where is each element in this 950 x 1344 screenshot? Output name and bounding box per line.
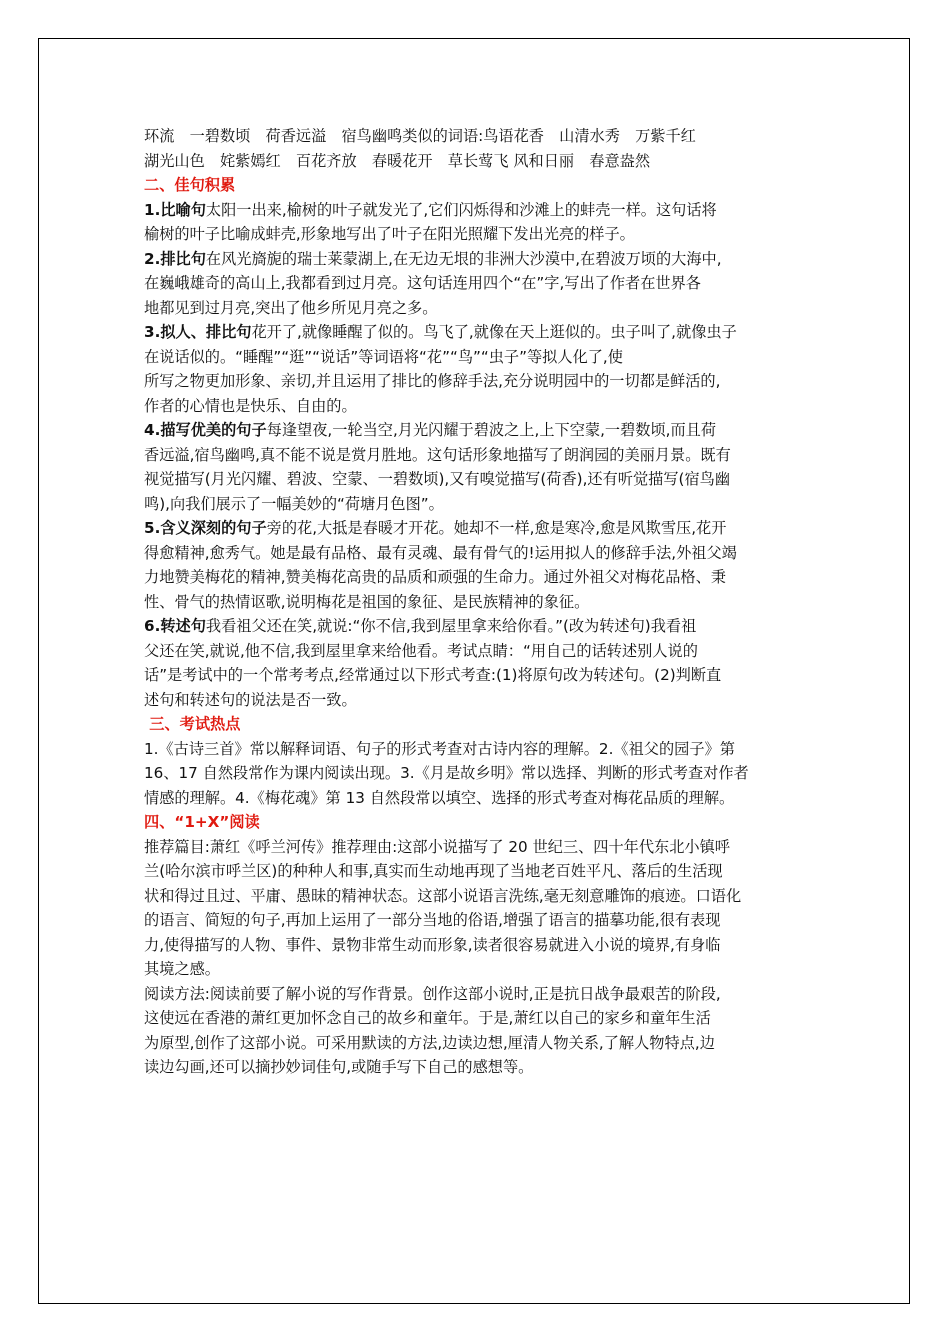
item-text: 每逢望夜,一轮当空,月光闪耀于碧波之上,上下空蒙,一碧数顷,而且荷 bbox=[266, 421, 717, 439]
sentence-item-4 bbox=[144, 418, 812, 443]
reading-recommendation: 兰(哈尔滨市呼兰区)的种种人和事,真实而生动地再现了当地老百姓平凡、落后的生活现 bbox=[144, 862, 723, 880]
reading-recommendation: 推荐篇目:萧红《呼兰河传》推荐理由:这部小说描写了 20 世纪三、四十年代东北小镇呼 bbox=[144, 837, 730, 856]
item-text: 所写之物更加形象、亲切,并且运用了排比的修辞手法,充分说明园中的一切都是鲜活的, bbox=[144, 372, 721, 390]
item-text: 作者的心情也是快乐、自由的。 bbox=[144, 396, 357, 415]
item-text: 鸣),向我们展示了一幅美妙的“荷塘月色图”。 bbox=[144, 494, 444, 513]
item-text: 视觉描写(月光闪耀、碧波、空蒙、一碧数顷),又有嗅觉描写(荷香),还有听觉描写(宿鸟幽 bbox=[144, 470, 731, 488]
sentence-item-2 bbox=[144, 247, 812, 272]
sentence-item-6 bbox=[144, 614, 812, 639]
sentence-item-3 bbox=[144, 320, 812, 345]
item-text: 力地赞美梅花的精神,赞美梅花高贵的品质和顽强的生命力。通过外祖父对梅花品格、秉 bbox=[144, 568, 726, 586]
item-text: 得愈精神,愈秀气。她是最有品格、最有灵魂、最有骨气的!运用拟人的修辞手法,外祖父竭 bbox=[144, 543, 737, 562]
item-text: 述句和转述句的说法是否一致。 bbox=[144, 690, 357, 709]
item-label: 5.含义深刻的句子 bbox=[144, 519, 267, 537]
intro-line: 湖光山色 姹紫嫣红 百花齐放 春暖花开 草长莺飞 风和日丽 春意盎然 bbox=[144, 151, 651, 170]
item-text: 话”是考试中的一个常考考点,经常通过以下形式考查:(1)将原句改为转述句。(2)判断直 bbox=[144, 666, 722, 684]
item-text: 在说话似的。“睡醒”“逛”“说话”等词语将“花”“鸟”“虫子”等拟人化了,使 bbox=[144, 347, 623, 366]
item-label: 6.转述句 bbox=[144, 617, 206, 635]
reading-method: 阅读方法:阅读前要了解小说的写作背景。创作这部小说时,正是抗日战争最艰苦的阶段, bbox=[144, 984, 721, 1003]
item-text: 香远溢,宿鸟幽鸣,真不能不说是赏月胜地。这句话形象地描写了朗润园的美丽月景。既有 bbox=[144, 445, 731, 464]
reading-method: 这使远在香港的萧红更加怀念自己的故乡和童年。于是,萧红以自己的家乡和童年生活 bbox=[144, 1009, 711, 1027]
item-text: 地都见到过月亮,突出了他乡所见月亮之多。 bbox=[144, 298, 438, 317]
item-text: 父还在笑,就说,他不信,我到屋里拿来给他看。考试点睛：“用自己的话转述别人说的 bbox=[144, 641, 698, 660]
section-heading-sentences: 二、佳句积累 bbox=[144, 176, 236, 194]
item-label: 4.描写优美的句子 bbox=[144, 421, 267, 439]
item-text: 性、骨气的热情讴歌,说明梅花是祖国的象征、是民族精神的象征。 bbox=[144, 592, 590, 611]
item-text: 太阳一出来,榆树的叶子就发光了,它们闪烁得和沙滩上的蚌壳一样。这句话将 bbox=[205, 200, 717, 219]
item-label: 3.拟人、排比句 bbox=[144, 323, 252, 341]
section-heading-reading: 四、“1+X”阅读 bbox=[144, 813, 260, 831]
reading-recommendation: 的语言、简短的句子,再加上运用了一部分当地的俗语,增强了语言的描摹功能,很有表现 bbox=[144, 911, 721, 929]
hotspot-text: 情感的理解。4.《梅花魂》第 13 自然段常以填空、选择的形式考查对梅花品质的理解。 bbox=[144, 788, 735, 807]
item-text: 旁的花,大抵是春暖才开花。她却不一样,愈是寒冷,愈是风欺雪压,花开 bbox=[266, 519, 727, 537]
hotspot-text: 1.《古诗三首》常以解释词语、句子的形式考查对古诗内容的理解。2.《祖父的园子》第 bbox=[144, 739, 735, 758]
reading-method: 读边勾画,还可以摘抄妙词佳句,或随手写下自己的感想等。 bbox=[144, 1058, 534, 1076]
reading-recommendation: 其境之感。 bbox=[144, 960, 220, 978]
item-text: 花开了,就像睡醒了似的。鸟飞了,就像在天上逛似的。虫子叫了,就像虫子 bbox=[251, 323, 737, 341]
intro-line: 环流 一碧数顷 荷香远溢 宿鸟幽鸣类似的词语:鸟语花香 山清水秀 万紫千红 bbox=[144, 127, 696, 145]
item-label: 2.排比句 bbox=[144, 249, 206, 268]
section-heading-exam-hotspots: 三、考试热点 bbox=[144, 715, 241, 733]
reading-method: 为原型,创作了这部小说。可采用默读的方法,边读边想,厘清人物关系,了解人物特点,边 bbox=[144, 1033, 715, 1052]
item-text: 我看祖父还在笑,就说:“你不信,我到屋里拿来给你看。”(改为转述句)我看祖 bbox=[205, 617, 697, 635]
reading-recommendation: 状和得过且过、平庸、愚昧的精神状态。这部小说语言洗练,毫无刻意雕饰的痕迹。口语化 bbox=[144, 886, 742, 905]
sentence-item-1 bbox=[144, 198, 812, 223]
item-text: 在风光旖旎的瑞士莱蒙湖上,在无边无垠的非洲大沙漠中,在碧波万顷的大海中, bbox=[205, 249, 722, 268]
sentence-item-5 bbox=[144, 516, 812, 541]
document-body bbox=[144, 124, 812, 1080]
reading-recommendation: 力,使得描写的人物、事件、景物非常生动而形象,读者很容易就进入小说的境界,有身临 bbox=[144, 935, 721, 954]
hotspot-text: 16、17 自然段常作为课内阅读出现。3.《月是故乡明》常以选择、判断的形式考查对作者 bbox=[144, 764, 749, 782]
item-text: 榆树的叶子比喻成蚌壳,形象地写出了叶子在阳光照耀下发出光亮的样子。 bbox=[144, 225, 635, 243]
item-label: 1.比喻句 bbox=[144, 200, 206, 219]
item-text: 在巍峨雄奇的高山上,我都看到过月亮。这句话连用四个“在”字,写出了作者在世界各 bbox=[144, 274, 701, 292]
